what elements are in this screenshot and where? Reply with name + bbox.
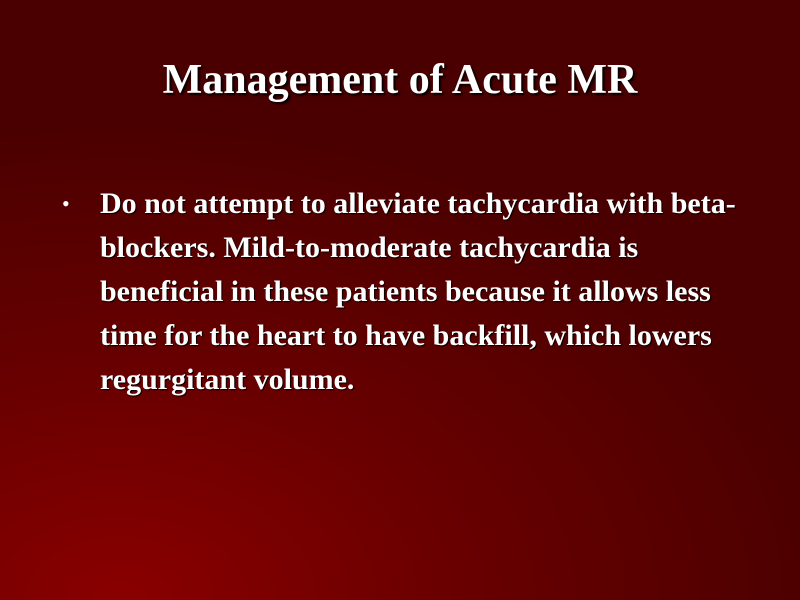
slide-title: Management of Acute MR [162, 57, 638, 103]
bullet-item [62, 182, 742, 402]
slide-body [62, 182, 742, 402]
bullet-text: Do not attempt to alleviate tachycardia with beta-blockers. Mild-to-moderate tachycardia is beneficial in these patients because it allows less time for the heart to have backfill, which lowers regurgitant volume. [100, 187, 736, 396]
bullet-marker: • [62, 191, 70, 216]
